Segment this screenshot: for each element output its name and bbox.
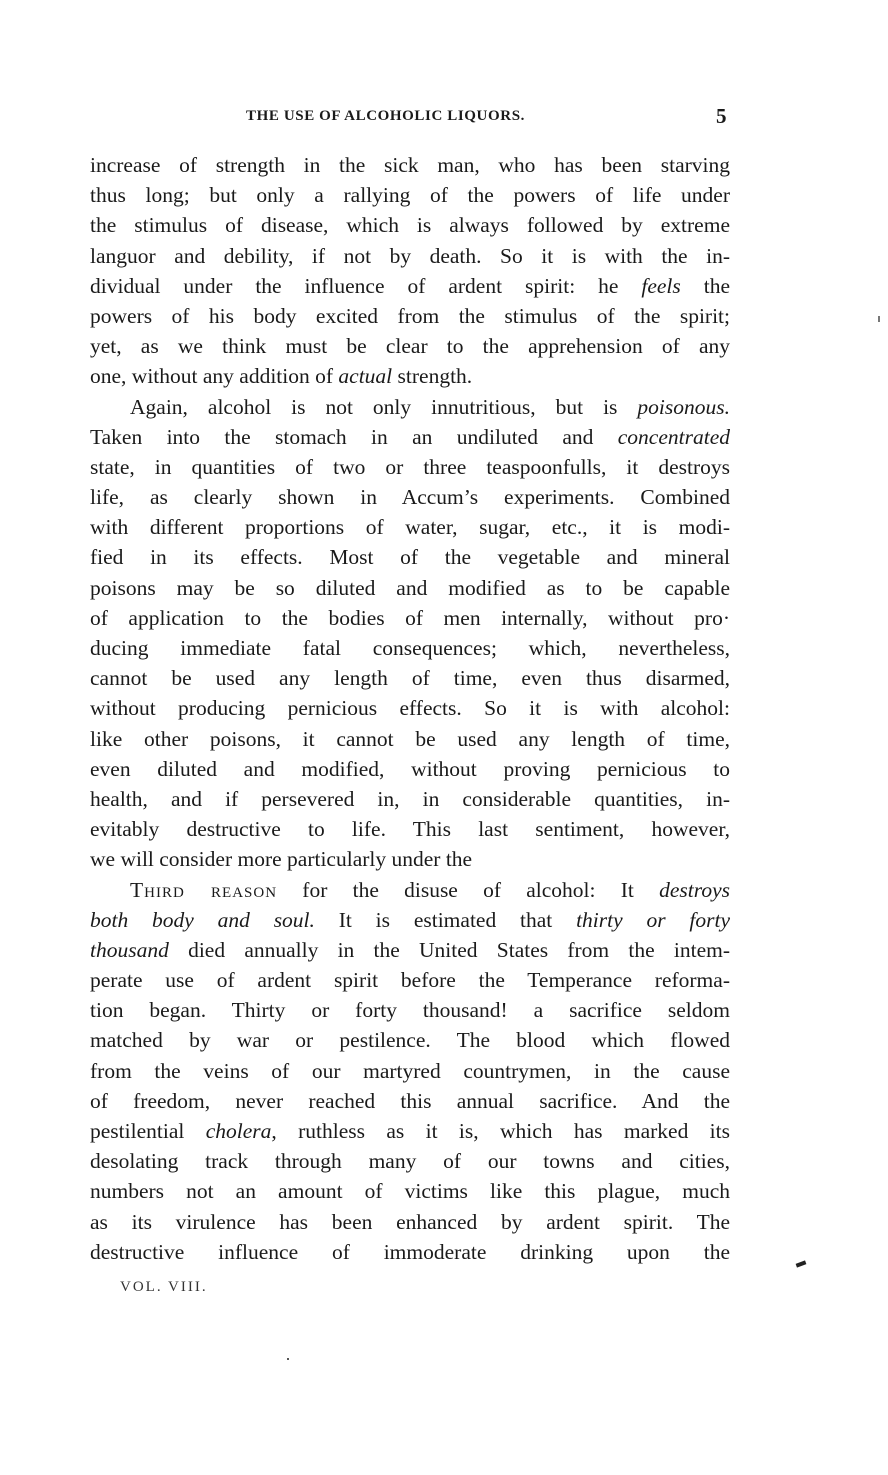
text-segment: life, as clearly shown in Accum’s experiments. Combined <box>90 485 730 510</box>
text-line <box>90 1056 730 1086</box>
text-line <box>90 1237 730 1267</box>
italic-text: poisonous. <box>637 394 730 419</box>
running-title: THE USE OF ALCOHOLIC LIQUORS. <box>246 108 525 124</box>
text-segment: poisons may be so diluted and modified as to be capable <box>90 575 730 600</box>
text-line <box>90 724 730 754</box>
edge-mark <box>878 316 880 322</box>
text-line <box>90 1207 730 1237</box>
text-line <box>90 361 730 391</box>
text-segment: cannot be used any length of time, even thus disarmed, <box>90 666 730 691</box>
text-segment: as its virulence has been enhanced by ardent spirit. The <box>90 1209 730 1234</box>
page-number: 5 <box>716 104 727 128</box>
text-segment: of application to the bodies of men internally, without pro· <box>90 605 730 630</box>
margin-mark <box>796 1260 807 1267</box>
text-line <box>90 1146 730 1176</box>
text-segment: increase of strength in the sick man, who has been starving <box>90 153 730 177</box>
text-line <box>90 603 730 633</box>
italic-text: cholera <box>205 1119 272 1143</box>
text-segment: matched by war or pestilence. The blood which flowed <box>90 1028 730 1053</box>
text-segment: strength. <box>392 364 473 389</box>
speck-mark <box>287 1358 289 1360</box>
body-text <box>90 150 730 1267</box>
italic-text: destroys <box>659 877 730 902</box>
text-line <box>90 1025 730 1055</box>
text-line <box>90 422 730 452</box>
text-segment: for the disuse of alcohol: It <box>277 877 660 902</box>
text-line <box>90 482 730 512</box>
text-segment: Again, alcohol is not only innutritious, but is <box>130 394 638 419</box>
text-segment: with different proportions of water, sugar, etc., it is modi- <box>90 515 730 540</box>
text-line <box>90 452 730 482</box>
text-line <box>90 965 730 995</box>
text-line <box>90 271 730 301</box>
text-line <box>90 1086 730 1116</box>
text-segment: from the veins of our martyred countrymen, in the cause <box>90 1058 730 1083</box>
text-line <box>90 301 730 331</box>
text-segment: state, in quantities of two or three teaspoonfulls, it destroys <box>90 454 730 479</box>
italic-text: actual <box>338 364 393 389</box>
text-segment: of freedom, never reached this annual sacrifice. And the <box>90 1088 730 1113</box>
text-segment: fied in its effects. Most of the vegetable and mineral <box>90 545 730 570</box>
text-segment: Taken into the stomach in an undiluted and <box>90 424 618 449</box>
text-segment: health, and if persevered in, in considerable quantities, in- <box>90 786 730 811</box>
text-line <box>90 512 730 542</box>
italic-text: feels <box>641 273 681 298</box>
text-line <box>90 180 730 210</box>
italic-text: thirty or forty <box>576 907 731 932</box>
text-segment: the stimulus of disease, which is always followed by extreme <box>90 213 730 238</box>
text-segment: destructive influence of immoderate drinking upon the <box>90 1239 730 1264</box>
text-segment: died annually in the United States from the intem- <box>168 937 730 962</box>
text-segment: , ruthless as it is, which has marked its <box>271 1119 730 1143</box>
text-line <box>90 693 730 723</box>
text-segment: like other poisons, it cannot be used any length of time, <box>90 726 730 751</box>
text-line <box>90 1116 730 1146</box>
text-line <box>90 1176 730 1206</box>
text-line <box>90 241 730 271</box>
text-line <box>90 754 730 784</box>
text-line <box>90 844 730 874</box>
italic-text: both body and soul. <box>90 907 315 932</box>
text-segment: languor and debility, if not by death. So it is with the in- <box>90 243 730 268</box>
text-segment: numbers not an amount of victims like this plague, much <box>90 1179 730 1204</box>
text-segment: It is estimated that <box>314 907 577 932</box>
text-line <box>90 935 730 965</box>
text-line <box>90 784 730 814</box>
smallcaps-text: Third reason <box>130 877 278 902</box>
text-line <box>90 331 730 361</box>
text-line <box>90 995 730 1025</box>
text-line <box>90 663 730 693</box>
italic-text: thousand <box>90 937 169 962</box>
text-segment: desolating track through many of our towns and cities, <box>90 1149 730 1174</box>
text-line <box>90 542 730 572</box>
text-line <box>90 392 730 422</box>
text-segment: perate use of ardent spirit before the Temperance reforma- <box>90 968 730 993</box>
text-line <box>90 150 730 180</box>
text-segment: we will consider more particularly under the <box>90 847 473 872</box>
text-segment: even diluted and modified, without proving pernicious to <box>90 756 730 781</box>
text-segment: pestilential <box>90 1119 206 1143</box>
text-segment: ducing immediate fatal consequences; which, nevertheless, <box>90 636 730 660</box>
text-line <box>90 210 730 240</box>
text-segment: one, without any addition of <box>90 364 339 389</box>
text-line <box>90 814 730 844</box>
text-segment: yet, as we think must be clear to the apprehension of any <box>90 334 730 359</box>
text-segment: evitably destructive to life. This last sentiment, however, <box>90 817 730 842</box>
text-segment: without producing pernicious effects. So it is with alcohol: <box>90 696 730 721</box>
text-line <box>90 905 730 935</box>
text-segment: tion began. Thirty or forty thousand! a sacrifice seldom <box>90 998 730 1023</box>
text-line <box>90 633 730 663</box>
text-segment: the <box>680 273 730 298</box>
text-line <box>90 573 730 603</box>
text-segment: powers of his body excited from the stimulus of the spirit; <box>90 303 730 328</box>
text-segment: thus long; but only a rallying of the powers of life under <box>90 183 730 208</box>
text-segment: dividual under the influence of ardent spirit: he <box>90 273 642 298</box>
italic-text: concentrated <box>617 424 730 449</box>
signature-mark: VOL. VIII. <box>120 1279 208 1295</box>
text-line <box>90 875 730 905</box>
